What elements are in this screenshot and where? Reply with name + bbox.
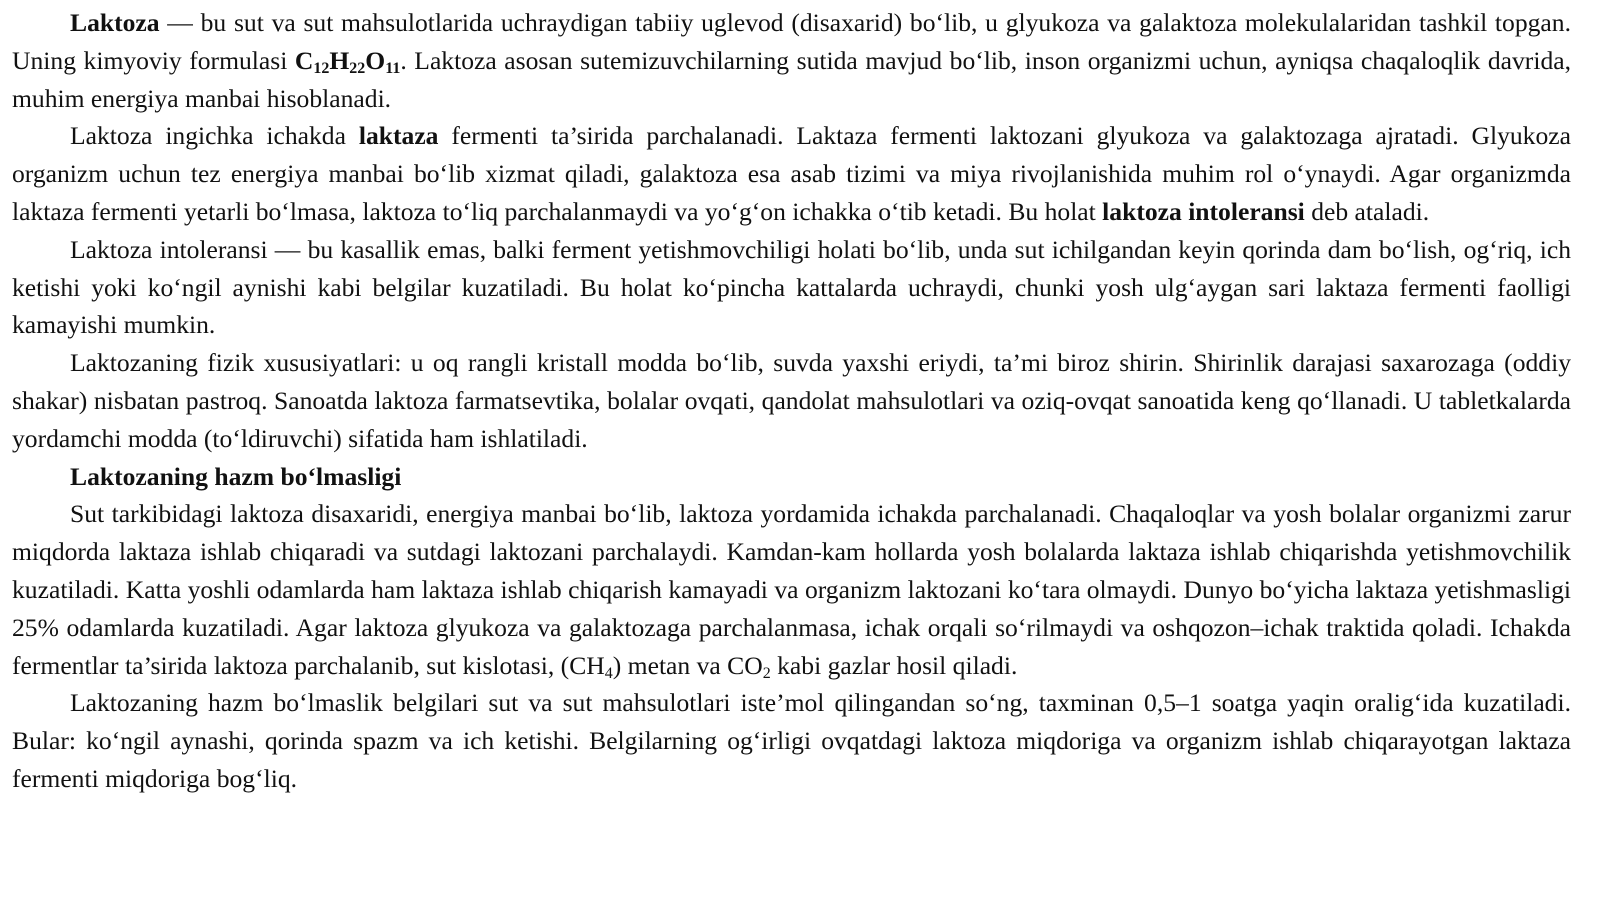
paragraph-text: — bu sut va sut mahsulotlarida uchraydigan tabiiy uglevod (disaxarid) bo‘lib, u glyukoza va galaktoza molekulalaridan tashkil topgan. Uning kimyoviy formulasi xyxy=(12,8,1571,75)
term-lactose: Laktoza xyxy=(70,8,160,37)
paragraph-text: Sut tarkibidagi laktoza disaxaridi, energiya manbai bo‘lib, laktoza yordamida ichakda parchalanadi. Chaqaloqlar va yosh bolalar organizmi zarur miqdorda laktaza ishlab chiqaradi va sutdagi laktozani parchalaydi. Kamdan-kam hollarda yosh bolalarda laktaza ishlab chiqarishda yetishmovchilik kuzatiladi. Katta yoshli odamlarda ham laktaza ishlab chiqarish kamayadi va organizm laktozani ko‘tara olmaydi. Dunyo bo‘yicha laktaza yetishmasligi 25% odamlarda kuzatiladi. Agar laktoza glyukoza va galaktozaga parchalanmasa, ichak orqali so‘rilmaydi va oshqozon–ichak traktida qoladi. Ichakda fermentlar ta’sirida laktoza parchalanib, sut kislotasi, ( xyxy=(12,499,1571,680)
term-lactase: laktaza xyxy=(358,121,439,151)
formula-co2 xyxy=(727,651,771,680)
formula-subscript: 2 xyxy=(762,664,771,682)
paragraph-text: Laktoza ingichka ichakda xyxy=(70,121,359,151)
paragraph-digestion xyxy=(12,495,1571,684)
term-lactose-intolerance: laktoza intoleransi xyxy=(1102,196,1305,226)
paragraph-text: deb ataladi. xyxy=(1304,196,1430,226)
chemical-formula xyxy=(295,46,400,75)
paragraph-text: kabi gazlar hosil qiladi. xyxy=(770,650,1018,680)
formula-subscript: 22 xyxy=(349,59,366,77)
paragraph-physical-properties: Laktozaning fizik xususiyatlari: u oq rangli kristall modda bo‘lib, suvda yaxshi eriydi, ta’mi biroz shirin. Shirinlik darajasi saxarozaga (oddiy shakar) nisbatan pastroq. Sanoatda laktoza farmatsevtika, bolalar ovqati, qandolat mahsulotlari va oziq-ovqat sanoatida keng qo‘llanadi. U tabletkalarda yordamchi modda (to‘ldiruvchi) sifatida ham ishlatiladi. xyxy=(12,348,1571,453)
formula-methane xyxy=(569,651,613,680)
formula-element-h: H xyxy=(329,45,350,75)
paragraph-intolerance: Laktoza intoleransi — bu kasallik emas, balki ferment yetishmovchiligi holati bo‘lib, unda sut ichilgandan keyin qorinda dam bo‘lish, og‘riq, ich ketishi yoki ko‘ngil aynishi kabi belgilar kuzatiladi. Bu holat ko‘pincha kattalarda uchraydi, chunki yosh ulg‘aygan sari laktaza fermenti faolligi kamayishi mumkin. xyxy=(12,234,1571,340)
formula-element: CO xyxy=(727,650,763,680)
paragraph-symptoms: Laktozaning hazm bo‘lmaslik belgilari sut va sut mahsulotlari iste’mol qilingandan so‘ng, taxminan 0,5–1 soatga yaqin oralig‘ida kuzatiladi. Bular: ko‘ngil aynashi, qorinda spazm va ich ketishi. Belgilarning og‘irligi ovqatdagi laktoza miqdoriga va organizm ishlab chiqarayotgan laktaza fermenti miqdoriga bog‘liq. xyxy=(12,688,1571,793)
formula-element-c: C xyxy=(294,45,314,75)
formula-element-o: O xyxy=(365,45,386,75)
paragraph-text: fermenti ta’sirida parchalanadi. Laktaza fermenti laktozani glyukoza va galaktozaga ajratadi. Glyukoza organizm uchun tez energiya manbai bo‘lib xizmat qiladi, galaktoza esa asab tizimi va miya rivojlanishida muhim rol o‘ynaydi. Agar organizmda laktaza fermenti yetarli bo‘lmasa, laktoza to‘liq parchalanmaydi va yo‘g‘on ichakka o‘tib ketadi. Bu holat xyxy=(12,121,1571,226)
paragraph-text: ) metan va xyxy=(612,650,728,680)
formula-element: CH xyxy=(569,650,605,680)
formula-subscript: 4 xyxy=(604,664,613,682)
paragraph-lactase-enzyme xyxy=(12,117,1571,230)
formula-subscript: 11 xyxy=(385,59,401,77)
paragraph-lactose-definition xyxy=(12,4,1571,117)
paragraph-text: . Laktoza asosan sutemizuvchilarning sutida mavjud bo‘lib, inson organizmi uchun, ayniqsa chaqaloqlik davrida, muhim energiya manbai hisoblanadi. xyxy=(12,45,1571,113)
formula-subscript: 12 xyxy=(313,59,330,77)
section-heading: Laktozaning hazm bo‘lmasligi xyxy=(70,461,402,491)
